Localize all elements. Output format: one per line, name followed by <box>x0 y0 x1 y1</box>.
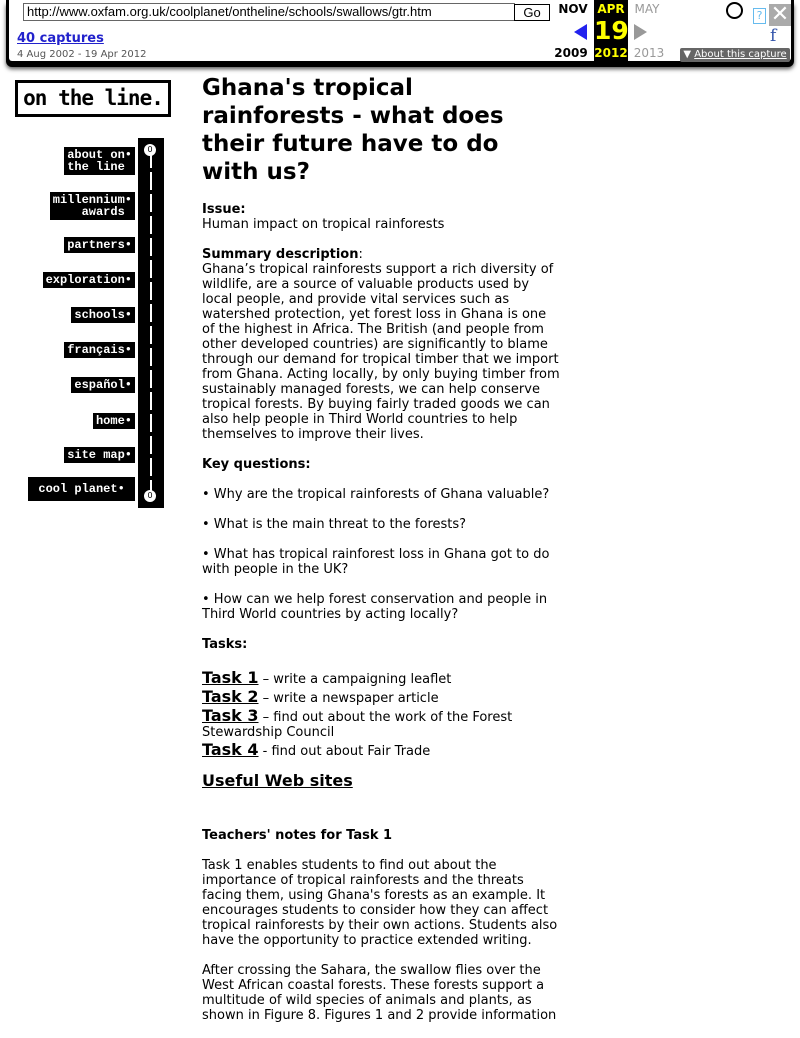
task-desc: - find out about Fair Trade <box>258 744 431 759</box>
page-title: Ghana's tropical rainforests - what does their future have to do with us? <box>202 75 504 185</box>
facebook-icon[interactable]: f <box>770 26 777 46</box>
nav-millennium-awards[interactable]: millennium• awards <box>50 192 135 220</box>
url-input[interactable]: http://www.oxfam.org.uk/coolplanet/ontheline/schools/swallows/gtr.htm <box>23 3 515 21</box>
task-4-link[interactable]: Task 4 <box>202 740 259 759</box>
tasks-label: Tasks: <box>202 637 248 652</box>
close-icon[interactable]: ✕ <box>770 2 790 27</box>
key-questions-label: Key questions: <box>202 457 311 472</box>
captures-link[interactable]: 40 captures <box>17 31 104 46</box>
prev-year[interactable]: 2009 <box>554 46 588 60</box>
next-month: MAY <box>634 2 660 16</box>
useful-web-sites-link[interactable]: Useful Web sites <box>202 771 353 790</box>
current-year: 2012 <box>594 46 628 60</box>
task-item <box>202 706 562 740</box>
nav-site-map[interactable]: site map• <box>64 447 135 463</box>
next-year: 2013 <box>633 46 665 60</box>
question: • How can we help forest conservation and people in Third World countries by acting locally? <box>202 592 548 622</box>
teachers-notes-title: Teachers' notes for Task 1 <box>202 828 393 843</box>
question: • What is the main threat to the forests? <box>202 517 467 532</box>
question: • What has tropical rainforest loss in Ghana got to do with people in the UK? <box>202 547 550 577</box>
nav-francais[interactable]: français• <box>64 342 135 358</box>
task-item <box>202 668 562 687</box>
help-icon[interactable]: ? <box>753 8 766 24</box>
summary-label: Summary description <box>202 247 359 262</box>
rail-dot-bottom: 0 <box>144 490 156 502</box>
about-capture-button[interactable] <box>680 48 790 62</box>
next-capture-arrow-icon <box>634 24 647 40</box>
nav-schools[interactable]: schools• <box>71 307 135 323</box>
dropdown-arrow-icon: ▼ <box>683 49 692 60</box>
main-content <box>202 74 562 1038</box>
question: • Why are the tropical rainforests of Ghana valuable? <box>202 487 550 502</box>
wayback-toolbar <box>6 0 794 64</box>
nav-exploration[interactable]: exploration• <box>43 272 135 288</box>
summary-colon: : <box>358 247 363 262</box>
summary-text: Ghana’s tropical rainforests support a rich diversity of wildlife, are a source of valuable products used by local people, and provide vital services such as watershed protection, yet forest loss in Ghana is one of the highest in Africa. The British (and people from other developed countries) are significantly to blame through our demand for tropical timber that we import from Ghana. Acting locally, by only buying timber from sustainably managed forests, we can help conserve tropical forests. By buying fairly traded goods we can also help people in Third World countries to help themselves to improve their lives. <box>202 262 560 442</box>
go-button[interactable]: Go <box>514 4 550 21</box>
rail-line <box>150 150 152 496</box>
on-the-line-logo[interactable]: on the line. <box>15 80 171 117</box>
notes-paragraph: After crossing the Sahara, the swallow flies over the West African coastal forests. These forests support a multitude of wild species of animals and plants, as shown in Figure 8. Figures 1 and 2 provide information <box>202 963 557 1023</box>
about-capture-label: About this capture <box>694 49 787 60</box>
task-item <box>202 687 562 706</box>
task-2-link[interactable]: Task 2 <box>202 687 259 706</box>
loading-icon <box>726 2 743 19</box>
nav-about[interactable]: about on• the line <box>64 147 135 175</box>
rail-dot-top: 0 <box>144 144 156 156</box>
nav-rail <box>138 138 164 508</box>
task-1-link[interactable]: Task 1 <box>202 668 259 687</box>
prev-capture-arrow-icon[interactable] <box>574 24 587 40</box>
current-month: APR <box>597 2 625 16</box>
task-3-link[interactable]: Task 3 <box>202 706 259 725</box>
task-desc: – find out about the work of the Forest Stewardship Council <box>202 710 513 740</box>
issue-text: Human impact on tropical rainforests <box>202 217 445 232</box>
nav-espanol[interactable]: español• <box>71 377 135 393</box>
nav-home[interactable]: home• <box>93 413 135 429</box>
nav-partners[interactable]: partners• <box>64 237 135 253</box>
issue-label: Issue: <box>202 202 246 217</box>
task-desc: – write a newspaper article <box>258 691 439 706</box>
task-desc: – write a campaigning leaflet <box>258 672 452 687</box>
nav-cool-planet[interactable]: cool planet• <box>28 477 135 501</box>
task-item <box>202 740 562 759</box>
current-day: 19 <box>594 16 629 45</box>
prev-month[interactable]: NOV <box>558 2 588 16</box>
notes-paragraph: Task 1 enables students to find out about the importance of tropical rainforests and the threats facing them, using Ghana's forests as an example. It encourages students to consider how they can affect tropical rainforests by their own actions. Students also have the opportunity to practice extended writing. <box>202 858 558 948</box>
capture-range: 4 Aug 2002 - 19 Apr 2012 <box>17 49 147 60</box>
